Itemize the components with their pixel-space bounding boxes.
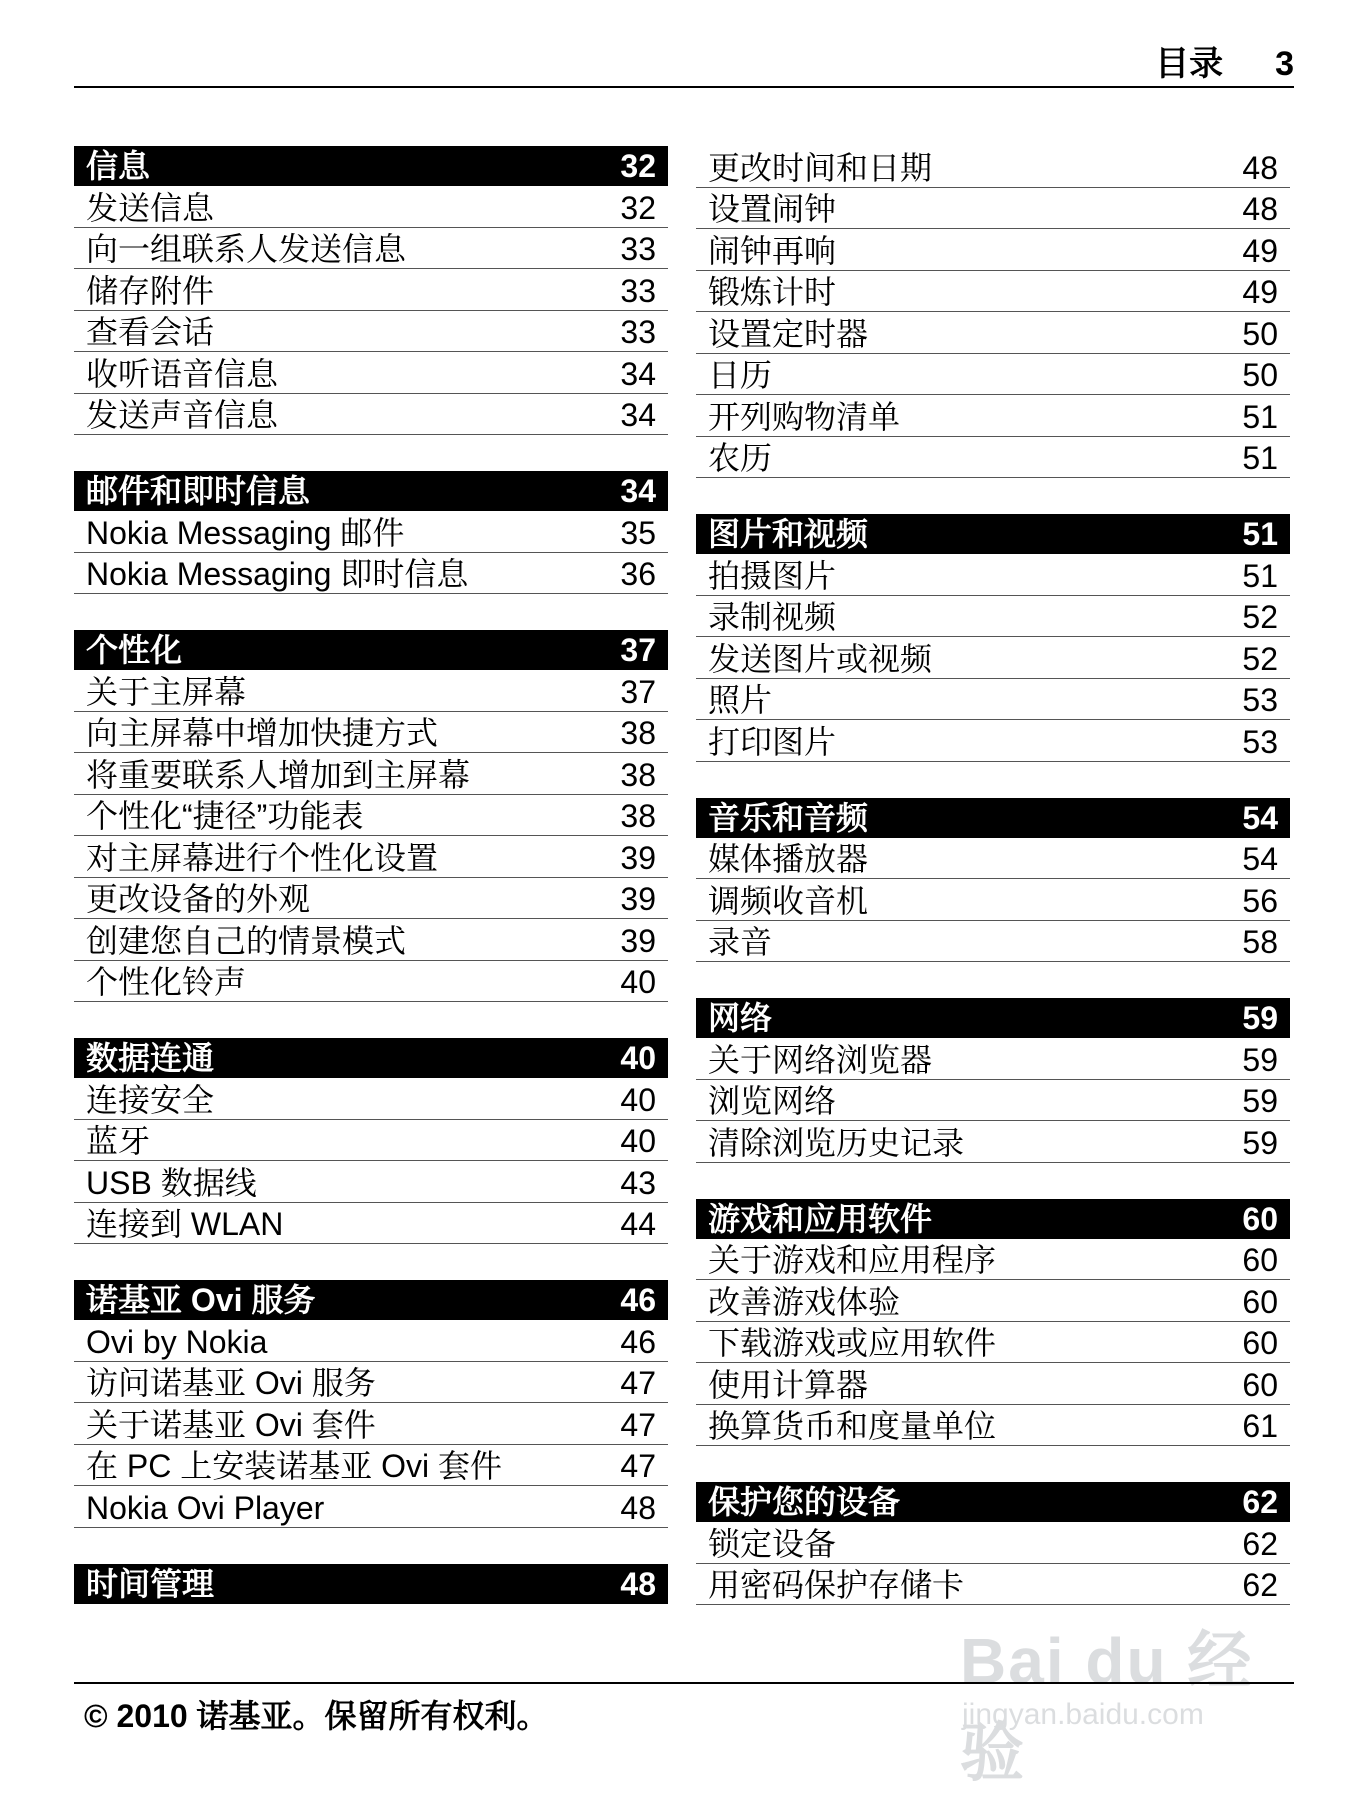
section-page-number: 40 bbox=[620, 1040, 656, 1076]
section-title: 音乐和音频 bbox=[708, 799, 869, 836]
entry-label: 浏览网络 bbox=[708, 1083, 837, 1119]
toc-entry[interactable] bbox=[74, 1445, 668, 1487]
entry-page-number: 43 bbox=[620, 1164, 656, 1201]
toc-section bbox=[74, 1038, 668, 1244]
entry-page-number: 48 bbox=[620, 1489, 656, 1526]
entry-page-number: 39 bbox=[620, 881, 656, 917]
entry-page-number: 51 bbox=[1242, 440, 1278, 476]
toc-entry[interactable] bbox=[74, 1120, 668, 1162]
entry-page-number: 32 bbox=[620, 189, 656, 226]
toc-section-heading[interactable] bbox=[696, 998, 1290, 1038]
toc-section-heading[interactable] bbox=[696, 798, 1290, 838]
entry-label: 农历 bbox=[708, 440, 773, 476]
entry-page-number: 49 bbox=[1242, 274, 1278, 310]
entry-label: 查看会话 bbox=[86, 314, 215, 350]
toc-entry[interactable] bbox=[74, 878, 668, 920]
toc-section bbox=[74, 630, 668, 1002]
entry-label: Ovi by Nokia bbox=[86, 1323, 268, 1360]
section-title: 时间管理 bbox=[86, 1565, 215, 1602]
watermark-url: jingyan.baidu.com bbox=[962, 1698, 1204, 1731]
toc-entry[interactable] bbox=[696, 437, 1290, 479]
toc-section-heading[interactable] bbox=[74, 1564, 668, 1604]
section-page-number: 37 bbox=[620, 632, 656, 668]
section-title: 个性化 bbox=[86, 632, 183, 668]
entry-label: 更改时间和日期 bbox=[708, 149, 933, 186]
entry-page-number: 46 bbox=[620, 1323, 656, 1360]
section-title: 网络 bbox=[708, 1000, 773, 1036]
section-page-number: 59 bbox=[1242, 1000, 1278, 1036]
entry-label: 在 PC 上安装诺基亚 Ovi 套件 bbox=[86, 1448, 503, 1484]
toc-section bbox=[74, 1564, 668, 1604]
watermark-brand: Bai du 经验 bbox=[960, 1625, 1254, 1789]
entry-page-number: 48 bbox=[1242, 191, 1278, 227]
entry-page-number: 50 bbox=[1242, 357, 1278, 393]
toc-entry[interactable] bbox=[696, 1080, 1290, 1122]
entry-page-number: 59 bbox=[1242, 1124, 1278, 1161]
toc-entry[interactable] bbox=[74, 753, 668, 795]
entry-label: 换算货币和度量单位 bbox=[708, 1408, 997, 1444]
toc-section bbox=[74, 146, 668, 435]
toc-section-heading[interactable] bbox=[696, 1199, 1290, 1239]
entry-label: 访问诺基亚 Ovi 服务 bbox=[86, 1365, 376, 1401]
section-page-number: 60 bbox=[1242, 1200, 1278, 1237]
entry-label: 向主屏幕中增加快捷方式 bbox=[86, 715, 439, 751]
toc-entry[interactable] bbox=[696, 1405, 1290, 1447]
section-page-number: 62 bbox=[1242, 1484, 1278, 1520]
entry-label: 对主屏幕进行个性化设置 bbox=[86, 839, 439, 876]
entry-label: Nokia Messaging 即时信息 bbox=[86, 556, 469, 592]
entry-label: 个性化“捷径”功能表 bbox=[86, 798, 364, 834]
entry-page-number: 49 bbox=[1242, 232, 1278, 269]
page-header bbox=[74, 44, 1294, 88]
entry-page-number: 40 bbox=[620, 964, 656, 1000]
toc-entry[interactable] bbox=[696, 1280, 1290, 1322]
toc-entry[interactable] bbox=[696, 188, 1290, 230]
entry-label: 收听语音信息 bbox=[86, 355, 279, 392]
entry-label: 更改设备的外观 bbox=[86, 881, 311, 917]
entry-label: 锁定设备 bbox=[708, 1525, 837, 1562]
entry-page-number: 62 bbox=[1242, 1567, 1278, 1603]
toc-title: 目录 bbox=[1155, 45, 1224, 83]
entry-page-number: 33 bbox=[620, 314, 656, 350]
section-page-number: 32 bbox=[620, 148, 656, 184]
toc-entry[interactable] bbox=[74, 511, 668, 553]
toc-entry[interactable] bbox=[696, 1522, 1290, 1564]
entry-label: 设置定时器 bbox=[708, 315, 869, 352]
entry-label: 闹钟再响 bbox=[708, 232, 837, 269]
toc-section-heading[interactable] bbox=[74, 471, 668, 511]
toc-section-heading[interactable] bbox=[74, 146, 668, 186]
entry-label: 向一组联系人发送信息 bbox=[86, 231, 407, 267]
toc-entry[interactable] bbox=[74, 795, 668, 837]
entry-page-number: 48 bbox=[1242, 149, 1278, 186]
toc-section bbox=[696, 998, 1290, 1163]
entry-page-number: 59 bbox=[1242, 1041, 1278, 1078]
entry-label: 调频收音机 bbox=[708, 882, 869, 919]
entry-label: 清除浏览历史记录 bbox=[708, 1124, 965, 1161]
entry-page-number: 40 bbox=[620, 1081, 656, 1118]
toc-entry[interactable] bbox=[74, 670, 668, 712]
toc-section bbox=[696, 514, 1290, 762]
toc-entry[interactable] bbox=[74, 394, 668, 436]
toc-entry[interactable] bbox=[74, 712, 668, 754]
entry-page-number: 38 bbox=[620, 756, 656, 793]
toc-entry[interactable] bbox=[74, 836, 668, 878]
entry-page-number: 47 bbox=[620, 1365, 656, 1401]
entry-label: 创建您自己的情景模式 bbox=[86, 922, 407, 959]
toc-section bbox=[696, 146, 1290, 478]
toc-entry[interactable] bbox=[696, 879, 1290, 921]
toc-section bbox=[74, 1280, 668, 1528]
entry-page-number: 50 bbox=[1242, 315, 1278, 352]
toc-entry[interactable] bbox=[74, 1320, 668, 1362]
entry-label: 发送声音信息 bbox=[86, 397, 279, 433]
toc-entry[interactable] bbox=[696, 720, 1290, 762]
section-page-number: 51 bbox=[1242, 516, 1278, 552]
page-number: 3 bbox=[1275, 45, 1294, 83]
section-title: 数据连通 bbox=[86, 1040, 215, 1076]
toc-column-left bbox=[74, 146, 668, 1640]
entry-label: 录音 bbox=[708, 924, 773, 960]
entry-page-number: 34 bbox=[620, 355, 656, 392]
toc-section bbox=[696, 1199, 1290, 1447]
entry-page-number: 51 bbox=[1242, 398, 1278, 435]
entry-page-number: 59 bbox=[1242, 1083, 1278, 1119]
toc-section bbox=[696, 798, 1290, 963]
entry-label: 关于诺基亚 Ovi 套件 bbox=[86, 1406, 376, 1443]
section-page-number: 46 bbox=[620, 1282, 656, 1318]
section-title: 游戏和应用软件 bbox=[708, 1200, 933, 1237]
entry-label: 打印图片 bbox=[708, 723, 837, 760]
section-title: 图片和视频 bbox=[708, 516, 869, 552]
section-page-number: 48 bbox=[620, 1565, 656, 1602]
toc-section-heading[interactable] bbox=[74, 1280, 668, 1320]
toc-entry[interactable] bbox=[74, 186, 668, 228]
toc-entry[interactable] bbox=[74, 1486, 668, 1528]
toc-entry[interactable] bbox=[74, 269, 668, 311]
entry-label: 个性化铃声 bbox=[86, 964, 247, 1000]
entry-label: 连接安全 bbox=[86, 1081, 215, 1118]
entry-page-number: 37 bbox=[620, 673, 656, 710]
toc-entry[interactable] bbox=[74, 311, 668, 353]
entry-label: 改善游戏体验 bbox=[708, 1283, 901, 1320]
entry-page-number: 52 bbox=[1242, 640, 1278, 677]
entry-page-number: 60 bbox=[1242, 1242, 1278, 1278]
entry-page-number: 56 bbox=[1242, 882, 1278, 919]
entry-page-number: 62 bbox=[1242, 1525, 1278, 1562]
section-title: 诺基亚 Ovi 服务 bbox=[86, 1282, 316, 1318]
toc-section-heading[interactable] bbox=[696, 514, 1290, 554]
entry-label: 用密码保护存储卡 bbox=[708, 1567, 965, 1603]
toc-entry[interactable] bbox=[74, 228, 668, 270]
toc-entry[interactable] bbox=[696, 1564, 1290, 1606]
entry-label: 开列购物清单 bbox=[708, 398, 901, 435]
entry-label: Nokia Ovi Player bbox=[86, 1489, 325, 1526]
toc-section-heading[interactable] bbox=[74, 630, 668, 670]
entry-page-number: 34 bbox=[620, 397, 656, 433]
toc-entry[interactable] bbox=[74, 919, 668, 961]
toc-section-heading[interactable] bbox=[74, 1038, 668, 1078]
toc-entry[interactable] bbox=[74, 1403, 668, 1445]
toc-entry[interactable] bbox=[74, 961, 668, 1003]
entry-label: 蓝牙 bbox=[86, 1123, 151, 1159]
footer-copyright: © 2010 诺基亚。保留所有权利。 bbox=[74, 1682, 1294, 1736]
toc-entry[interactable] bbox=[696, 596, 1290, 638]
entry-page-number: 33 bbox=[620, 272, 656, 309]
toc-entry[interactable] bbox=[696, 1239, 1290, 1281]
entry-label: 日历 bbox=[708, 357, 773, 393]
entry-label: 关于网络浏览器 bbox=[708, 1041, 933, 1078]
toc-entry[interactable] bbox=[696, 271, 1290, 313]
toc-entry[interactable] bbox=[696, 1322, 1290, 1364]
entry-page-number: 39 bbox=[620, 839, 656, 876]
entry-page-number: 33 bbox=[620, 231, 656, 267]
toc-entry[interactable] bbox=[696, 921, 1290, 963]
section-title: 保护您的设备 bbox=[708, 1484, 901, 1520]
entry-page-number: 61 bbox=[1242, 1408, 1278, 1444]
entry-label: 下载游戏或应用软件 bbox=[708, 1325, 997, 1361]
toc-entry[interactable] bbox=[696, 637, 1290, 679]
entry-label: 录制视频 bbox=[708, 599, 837, 635]
toc-entry[interactable] bbox=[74, 1078, 668, 1120]
entry-page-number: 60 bbox=[1242, 1366, 1278, 1403]
toc-section-heading[interactable] bbox=[696, 1482, 1290, 1522]
entry-page-number: 36 bbox=[620, 556, 656, 592]
entry-page-number: 51 bbox=[1242, 557, 1278, 594]
toc-entry[interactable] bbox=[74, 1161, 668, 1203]
toc-entry[interactable] bbox=[696, 838, 1290, 880]
entry-label: 设置闹钟 bbox=[708, 191, 837, 227]
section-page-number: 34 bbox=[620, 473, 656, 509]
entry-page-number: 38 bbox=[620, 798, 656, 834]
toc-entry[interactable] bbox=[696, 1363, 1290, 1405]
entry-page-number: 35 bbox=[620, 514, 656, 551]
entry-label: 关于主屏幕 bbox=[86, 673, 247, 710]
entry-page-number: 52 bbox=[1242, 599, 1278, 635]
entry-label: USB 数据线 bbox=[86, 1164, 257, 1201]
entry-page-number: 38 bbox=[620, 715, 656, 751]
toc-entry[interactable] bbox=[696, 229, 1290, 271]
section-title: 信息 bbox=[86, 148, 151, 184]
toc-entry[interactable] bbox=[696, 1121, 1290, 1163]
toc-entry[interactable] bbox=[696, 146, 1290, 188]
entry-label: 连接到 WLAN bbox=[86, 1206, 284, 1242]
entry-label: Nokia Messaging 邮件 bbox=[86, 514, 405, 551]
toc-section bbox=[74, 471, 668, 594]
entry-page-number: 60 bbox=[1242, 1325, 1278, 1361]
entry-label: 拍摄图片 bbox=[708, 557, 837, 594]
toc-entry[interactable] bbox=[74, 1362, 668, 1404]
entry-label: 发送信息 bbox=[86, 189, 215, 226]
toc-entry[interactable] bbox=[696, 395, 1290, 437]
section-page-number: 54 bbox=[1242, 799, 1278, 836]
entry-label: 照片 bbox=[708, 682, 773, 718]
toc-entry[interactable] bbox=[696, 554, 1290, 596]
entry-label: 使用计算器 bbox=[708, 1366, 869, 1403]
toc-entry[interactable] bbox=[696, 354, 1290, 396]
entry-page-number: 39 bbox=[620, 922, 656, 959]
entry-label: 储存附件 bbox=[86, 272, 215, 309]
entry-page-number: 54 bbox=[1242, 841, 1278, 877]
entry-page-number: 53 bbox=[1242, 723, 1278, 760]
section-title: 邮件和即时信息 bbox=[86, 473, 311, 509]
toc-entry[interactable] bbox=[74, 553, 668, 595]
toc-entry[interactable] bbox=[696, 312, 1290, 354]
toc-entry[interactable] bbox=[74, 1203, 668, 1245]
entry-page-number: 58 bbox=[1242, 924, 1278, 960]
entry-label: 将重要联系人增加到主屏幕 bbox=[86, 756, 471, 793]
entry-page-number: 40 bbox=[620, 1123, 656, 1159]
entry-page-number: 44 bbox=[620, 1206, 656, 1242]
entry-label: 媒体播放器 bbox=[708, 841, 869, 877]
entry-page-number: 47 bbox=[620, 1406, 656, 1443]
toc-column-right bbox=[696, 146, 1290, 1641]
entry-label: 关于游戏和应用程序 bbox=[708, 1242, 997, 1278]
toc-section bbox=[696, 1482, 1290, 1605]
entry-label: 锻炼计时 bbox=[708, 274, 837, 310]
entry-page-number: 53 bbox=[1242, 682, 1278, 718]
entry-page-number: 47 bbox=[620, 1448, 656, 1484]
toc-entry[interactable] bbox=[696, 1038, 1290, 1080]
entry-label: 发送图片或视频 bbox=[708, 640, 933, 677]
toc-entry[interactable] bbox=[696, 679, 1290, 721]
toc-entry[interactable] bbox=[74, 352, 668, 394]
entry-page-number: 60 bbox=[1242, 1283, 1278, 1320]
